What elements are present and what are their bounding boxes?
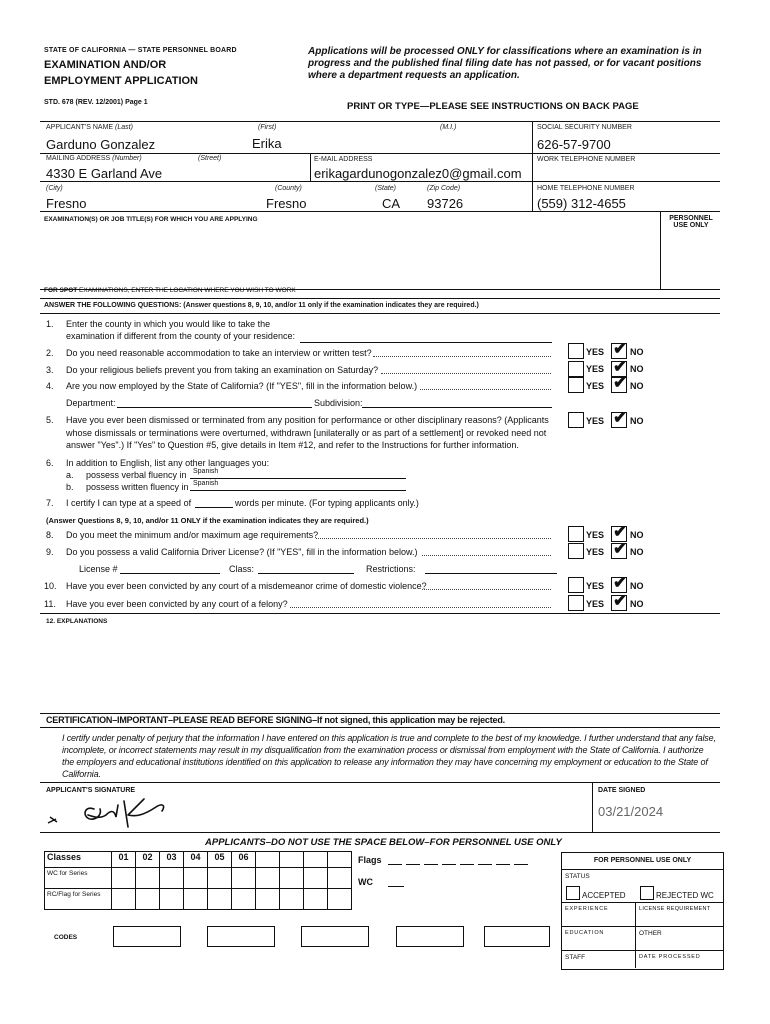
q11-text: Have you ever been convicted by any court of a felony? (66, 599, 288, 609)
q5-text-3: answer "Yes".) If "Yes" to Question #5, give details in Item #12, and refer to the Instructions for further information. (66, 440, 519, 450)
experience-label: EXPERIENCE (565, 906, 609, 912)
zip-field[interactable]: 93726 (427, 196, 464, 211)
state-label: (State) (375, 185, 397, 192)
home-phone-label: HOME TELEPHONE NUMBER (537, 185, 635, 192)
q10-yes-label: YES (586, 581, 605, 591)
class-col-06: 06 (231, 851, 256, 868)
q6b-letter: b. (66, 482, 74, 492)
q3-text: Do your religious beliefs prevent you from taking an examination on Saturday? (66, 365, 379, 375)
accepted-label: ACCEPTED (582, 891, 626, 900)
subdivision-label: Subdivision: (314, 398, 363, 408)
flags-label: Flags (358, 855, 382, 865)
q11-number: 11. (44, 599, 56, 609)
q8-number: 8. (46, 530, 54, 540)
address-field[interactable]: 4330 E Garland Ave (46, 166, 163, 181)
date-signed-label: DATE SIGNED (598, 787, 646, 794)
rc-series-label: RC/Flag for Series (44, 888, 112, 910)
spot-location-label: FOR SPOT EXAMINATIONS, ENTER THE LOCATION WHERE YOU WISH TO WORK (44, 287, 296, 294)
class-col-05: 05 (207, 851, 232, 868)
code-field-2[interactable] (207, 926, 275, 947)
check-icon: ✔ (613, 408, 628, 427)
q9-no-checkbox[interactable] (611, 539, 628, 559)
q10-number: 10. (44, 581, 57, 591)
check-icon: ✔ (613, 591, 628, 610)
subdivision-field[interactable] (362, 407, 552, 408)
wc-series-label: WC for Series (44, 867, 112, 889)
q1-county-field[interactable] (300, 342, 552, 343)
class-col-01: 01 (111, 851, 136, 868)
form-title-line2: EMPLOYMENT APPLICATION (44, 75, 198, 87)
q4-yes-label: YES (586, 381, 605, 391)
exam-title-field[interactable] (44, 230, 654, 280)
q9-number: 9. (46, 547, 54, 557)
q3-no-label: NO (630, 364, 644, 374)
date-signed-field[interactable]: 03/21/2024 (598, 804, 664, 819)
last-name-field[interactable]: Garduno Gonzalez (46, 137, 156, 152)
code-field-3[interactable] (301, 926, 369, 947)
q7-text: I certify I can type at a speed of (66, 498, 192, 508)
q6-number: 6. (46, 458, 54, 468)
q8-text: Do you meet the minimum and/or maximum age requirements? (66, 530, 319, 540)
personnel-use-only-label: FOR PERSONNEL USE ONLY (593, 857, 692, 864)
q2-no-label: NO (630, 347, 644, 357)
code-field-5[interactable] (484, 926, 550, 947)
county-label: (County) (275, 185, 302, 192)
middle-initial-label: (M.I.) (440, 124, 457, 131)
check-icon: ✔ (613, 522, 628, 541)
code-field-1[interactable] (113, 926, 181, 947)
classes-label: Classes (44, 851, 112, 868)
q3-yes-checkbox[interactable] (568, 361, 584, 377)
applicant-name-label: APPLICANT'S NAME (Last) (46, 124, 133, 131)
street-label: (Street) (198, 155, 222, 162)
ssn-label: SOCIAL SECURITY NUMBER (537, 124, 632, 131)
education-label: EDUCATION (565, 930, 605, 936)
q10-yes-checkbox[interactable] (568, 577, 584, 593)
county-field[interactable]: Fresno (266, 196, 307, 211)
explanations-field[interactable] (46, 630, 716, 710)
agency-label: STATE OF CALIFORNIA — STATE PERSONNEL BOARD (44, 47, 237, 54)
q3-number: 3. (46, 365, 54, 375)
q9-text: Do you possess a valid California Driver License? (If "YES", fill in the information below.) (66, 547, 418, 557)
q8-yes-label: YES (586, 530, 605, 540)
department-label: Department: (66, 398, 116, 408)
license-label: License # (79, 564, 118, 574)
restrictions-field[interactable] (425, 573, 557, 574)
work-phone-label: WORK TELEPHONE NUMBER (537, 156, 636, 163)
q8-yes-checkbox[interactable] (568, 526, 584, 542)
q6b-text: possess written fluency in (86, 482, 189, 492)
zip-label: (Zip Code) (427, 185, 461, 192)
accepted-checkbox[interactable] (566, 886, 580, 900)
q10-text: Have you ever been convicted by any court of a misdemeanor crime of domestic violence? (66, 581, 427, 591)
signature-label: APPLICANT'S SIGNATURE (46, 787, 136, 794)
q11-no-label: NO (630, 599, 644, 609)
questions-header: ANSWER THE FOLLOWING QUESTIONS: (Answer questions 8, 9, 10, and/or 11 only if the examination indicates they are required.) (44, 302, 479, 309)
class-col-02: 02 (135, 851, 160, 868)
license-field[interactable] (120, 573, 220, 574)
q11-no-checkbox[interactable] (611, 591, 628, 611)
state-field[interactable]: CA (382, 196, 401, 211)
check-icon: ✔ (613, 357, 628, 376)
mailing-address-label: MAILING ADDRESS (Number) (46, 155, 142, 162)
q5-text: Have you ever been dismissed or terminated from any position for performance or other disciplinary reasons? (Applicants (66, 415, 549, 425)
restrictions-label: Restrictions: (366, 564, 416, 574)
q5-no-checkbox[interactable] (611, 408, 628, 428)
q7-text-2: words per minute. (For typing applicants only.) (235, 498, 419, 508)
home-phone-field[interactable]: (559) 312-4655 (537, 196, 626, 211)
check-icon: ✔ (613, 339, 628, 358)
email-field[interactable]: erikagardunogonzalez0@gmail.com (314, 166, 522, 181)
codes-label: CODES (54, 934, 78, 941)
staff-label: STAFF (565, 954, 586, 961)
city-field[interactable]: Fresno (46, 196, 87, 211)
first-name-field[interactable]: Erika (252, 136, 282, 151)
ssn-field[interactable]: 626-57-9700 (537, 137, 611, 152)
q6a-letter: a. (66, 470, 74, 480)
q11-yes-label: YES (586, 599, 605, 609)
department-field[interactable] (117, 407, 312, 408)
q2-number: 2. (46, 348, 54, 358)
signature-image (44, 795, 204, 831)
exam-title-label: EXAMINATION(S) OR JOB TITLE(S) FOR WHICH YOU ARE APPLYING (44, 216, 258, 223)
q4-text: Are you now employed by the State of California? (If "YES", fill in the information below.) (66, 381, 418, 391)
q4-number: 4. (46, 381, 54, 391)
code-field-4[interactable] (396, 926, 464, 947)
q10-no-label: NO (630, 581, 644, 591)
other-label: OTHER (639, 930, 662, 937)
class-field[interactable] (258, 573, 354, 574)
check-icon: ✔ (613, 573, 628, 592)
q7-number: 7. (46, 498, 54, 508)
q4-no-checkbox[interactable] (611, 373, 628, 393)
q6b-language-field[interactable]: Spanish (193, 480, 219, 487)
q5-number: 5. (46, 415, 54, 425)
q1-number: 1. (46, 319, 54, 329)
q2-text: Do you need reasonable accommodation to take an interview or written test? (66, 348, 372, 358)
q6-text: In addition to English, list any other languages you: (66, 458, 270, 468)
questions-subheader: (Answer Questions 8, 9, 10, and/or 11 ONLY if the examination indicates they are required.) (46, 516, 369, 525)
q5-no-label: NO (630, 416, 644, 426)
q11-yes-checkbox[interactable] (568, 595, 584, 611)
q1-text-2: examination if different from the county of your residence: (66, 331, 295, 341)
q6a-text: possess verbal fluency in (86, 470, 187, 480)
q9-yes-label: YES (586, 547, 605, 557)
q4-yes-checkbox[interactable] (568, 377, 584, 393)
q2-yes-label: YES (586, 347, 605, 357)
q9-no-label: NO (630, 547, 644, 557)
q8-no-label: NO (630, 530, 644, 540)
explanations-label: 12. EXPLANATIONS (46, 618, 108, 625)
check-icon: ✔ (613, 539, 628, 558)
q5-yes-checkbox[interactable] (568, 412, 584, 428)
q9-yes-checkbox[interactable] (568, 543, 584, 559)
personnel-use-label: PERSONNEL USE ONLY (669, 215, 713, 229)
q6a-language-field[interactable]: Spanish (193, 468, 219, 475)
form-title-line1: EXAMINATION AND/OR (44, 59, 167, 71)
status-label: STATUS (565, 873, 590, 880)
class-label: Class: (229, 564, 255, 574)
certification-text: I certify under penalty of perjury that the information I have entered on this application is true and complete to the best of my knowledge. I further understand that any false, incomplete, or incorrect statements may result in my disqualification from the examination process or dismissal from employment with the State of California. I authorize the employers and educational institutions identified on this application to release any information they may have concerning my employment or education to the State of California. (62, 733, 716, 779)
q4-no-label: NO (630, 381, 644, 391)
license-requirement-label: LICENSE REQUIREMENT (639, 906, 711, 912)
q2-yes-checkbox[interactable] (568, 343, 584, 359)
rejected-label: REJECTED WC (656, 891, 714, 900)
check-icon: ✔ (613, 373, 628, 392)
print-instruction: PRINT OR TYPE—PLEASE SEE INSTRUCTIONS ON BACK PAGE (347, 101, 639, 112)
processing-notice: Applications will be processed ONLY for classifications where an examination is in progress and the published final filing date has not passed, or for vacant positions where a department requests an application. (308, 46, 702, 81)
applicant-signature[interactable] (44, 795, 204, 831)
form-id: STD. 678 (REV. 12/2001) Page 1 (44, 99, 148, 106)
q5-text-2: whose dismissals or terminations were overturned, withdrawn [unilaterally or as part of a settlement] or revoked need not (66, 428, 547, 438)
class-col-04: 04 (183, 851, 208, 868)
date-processed-label: DATE PROCESSED (639, 954, 701, 960)
rejected-checkbox[interactable] (640, 886, 654, 900)
certification-heading: CERTIFICATION–IMPORTANT–PLEASE READ BEFORE SIGNING–If not signed, this application may be rejected. (46, 715, 505, 725)
class-col-03: 03 (159, 851, 184, 868)
city-label: (City) (46, 185, 63, 192)
q3-yes-label: YES (586, 364, 605, 374)
wc-label: WC (358, 877, 373, 887)
email-label: E-MAIL ADDRESS (314, 156, 373, 163)
first-name-label: (First) (258, 124, 277, 131)
typing-speed-field[interactable] (195, 507, 233, 508)
personnel-banner: APPLICANTS–DO NOT USE THE SPACE BELOW–FOR PERSONNEL USE ONLY (205, 837, 562, 848)
q5-yes-label: YES (586, 416, 605, 426)
q1-text: Enter the county in which you would like to take the (66, 319, 271, 329)
